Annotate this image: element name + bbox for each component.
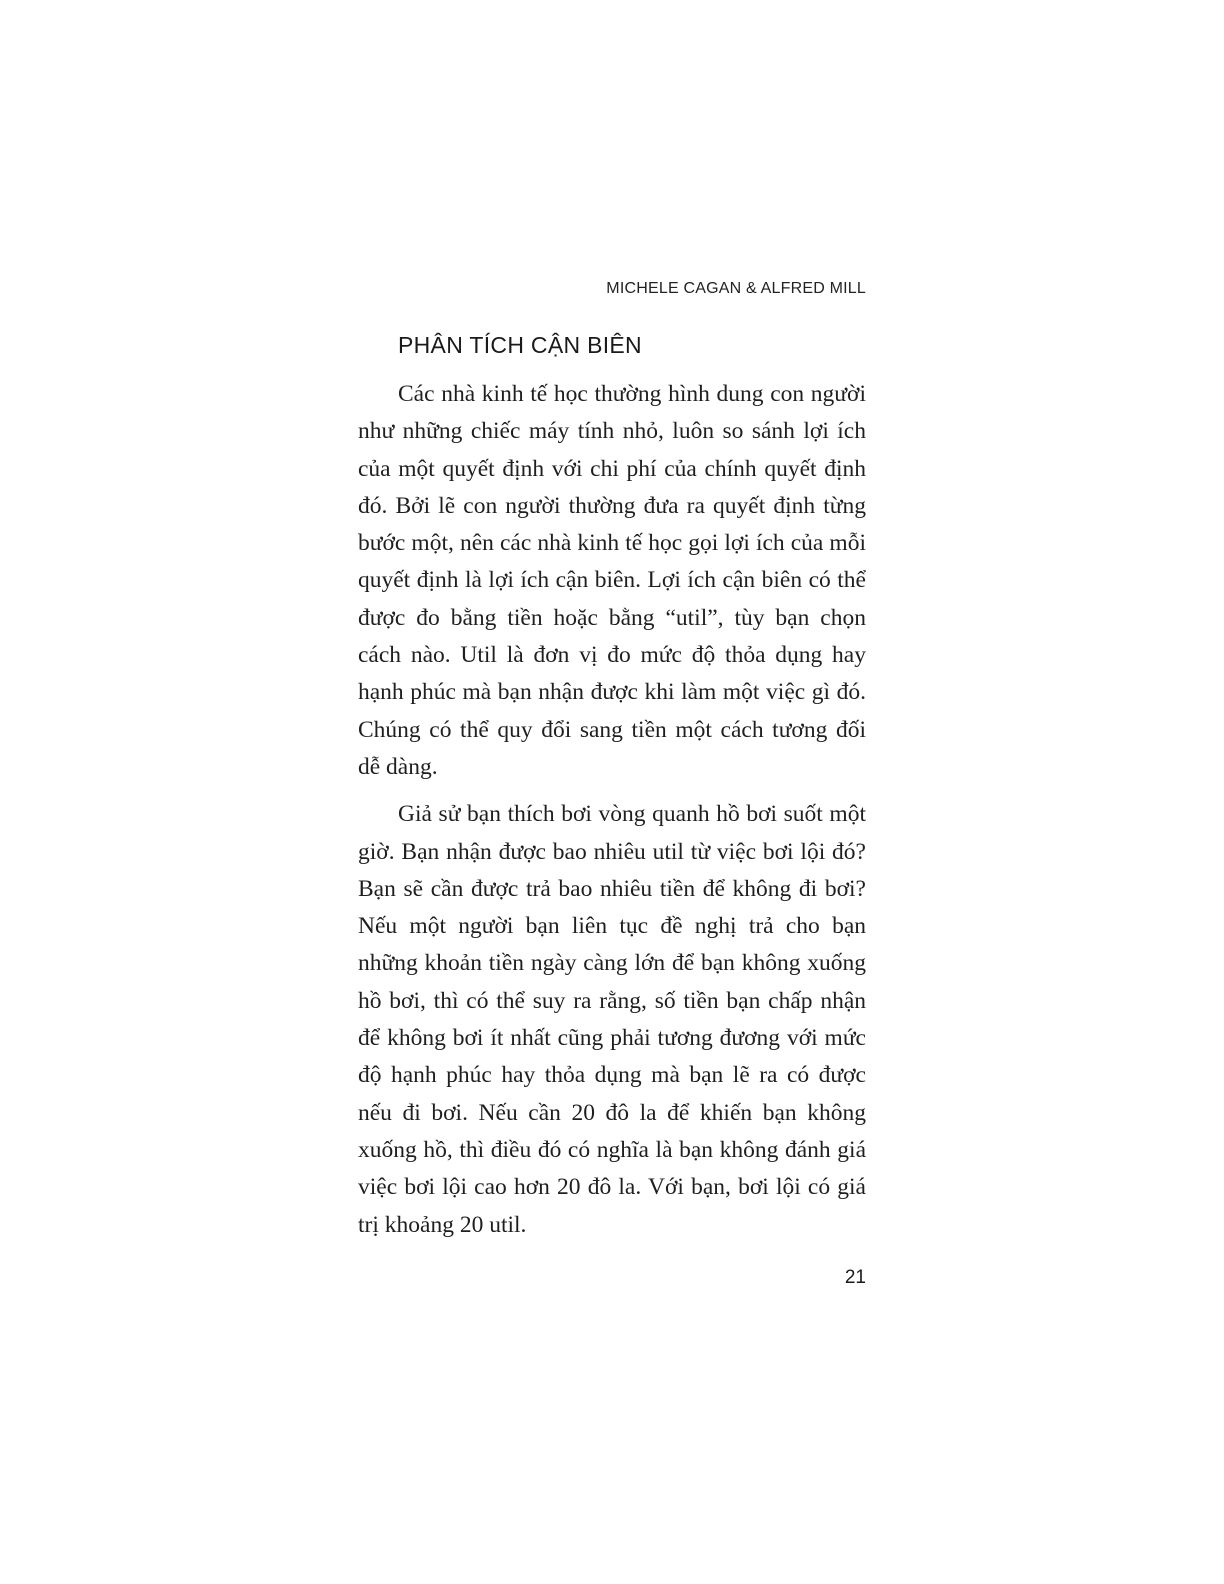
paragraph-2: Giả sử bạn thích bơi vòng quanh hồ bơi suốt một giờ. Bạn nhận được bao nhiêu util từ việc bơi lội đó? Bạn sẽ cần được trả bao nhiêu tiền để không đi bơi? Nếu một người bạn liên tục đề nghị trả cho bạn những khoản tiền ngày càng lớn để bạn không xuống hồ bơi, thì có thể suy ra rằng, số tiền bạn chấp nhận để không bơi ít nhất cũng phải tương đương với mức độ hạnh phúc hay thỏa dụng mà bạn lẽ ra có được nếu đi bơi. Nếu cần 20 đô la để khiến bạn không xuống hồ, thì điều đó có nghĩa là bạn không đánh giá việc bơi lội cao hơn 20 đô la. Với bạn, bơi lội có giá trị khoảng 20 util. [358,801,866,1238]
book-page [358,0,866,1584]
body-text [358,376,866,1244]
paragraph-1: Các nhà kinh tế học thường hình dung con người như những chiếc máy tính nhỏ, luôn so sánh lợi ích của một quyết định với chi phí của chính quyết định đó. Bởi lẽ con người thường đưa ra quyết định từng bước một, nên các nhà kinh tế học gọi lợi ích của mỗi quyết định là lợi ích cận biên. Lợi ích cận biên có thể được đo bằng tiền hoặc bằng “util”, tùy bạn chọn cách nào. Util là đơn vị đo mức độ thỏa dụng hay hạnh phúc mà bạn nhận được khi làm một việc gì đó. Chúng có thể quy đổi sang tiền một cách tương đối dễ dàng. [358,381,866,780]
section-title: PHÂN TÍCH CẬN BIÊN [398,332,642,358]
running-header: MICHELE CAGAN & ALFRED MILL [606,280,866,297]
page-number: 21 [844,1267,866,1288]
